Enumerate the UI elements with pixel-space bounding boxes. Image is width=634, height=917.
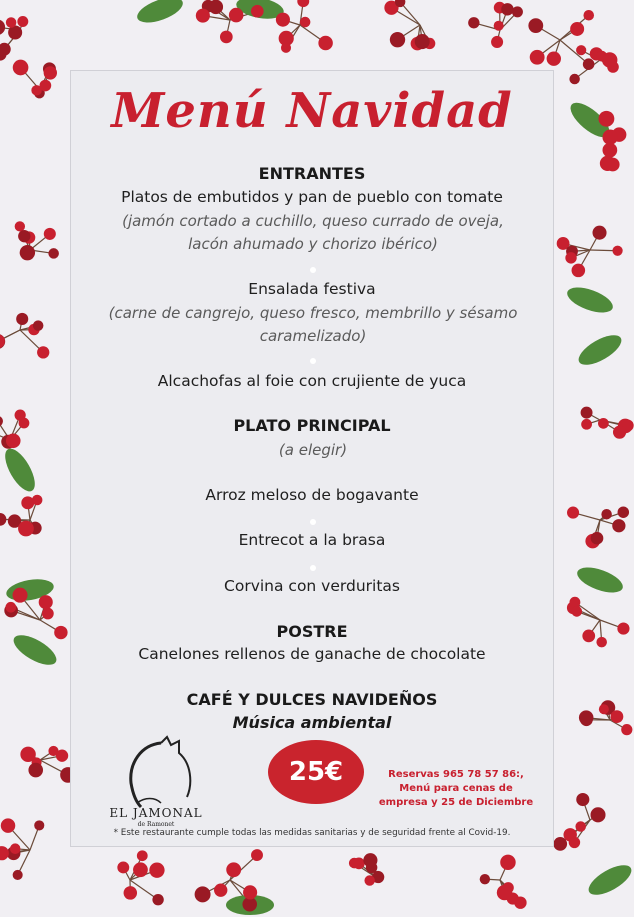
reservation-phone: Reservas 965 78 57 86:, (388, 769, 524, 780)
dish-ensalada: Ensalada festiva (248, 280, 376, 298)
berry (363, 853, 377, 867)
section-heading-postre: POSTRE (276, 622, 348, 641)
berry (251, 849, 263, 861)
section-heading-entrantes: ENTRANTES (258, 164, 366, 183)
berry (591, 532, 604, 545)
menu-title: Menú Navidad (111, 83, 513, 139)
berry (300, 17, 311, 28)
berry (0, 416, 3, 427)
berry (569, 74, 579, 84)
berry (468, 17, 479, 28)
berry (0, 19, 5, 35)
berry (599, 704, 609, 714)
berry (575, 821, 586, 832)
berry (32, 495, 43, 506)
dish-arroz: Arroz meloso de bogavante (205, 486, 419, 504)
separator-dot (310, 358, 316, 364)
berry (583, 10, 594, 21)
berry (152, 894, 163, 905)
berry (15, 221, 25, 231)
berry (10, 843, 21, 854)
berry (195, 886, 211, 902)
berry (28, 763, 43, 778)
berry (390, 32, 405, 47)
leaf (574, 329, 626, 370)
berry (0, 513, 6, 526)
berry (209, 0, 223, 14)
berry (20, 245, 35, 260)
berry (553, 837, 567, 851)
separator-dot (310, 519, 316, 525)
berry (276, 13, 290, 27)
dish-embutidos-desc-1: (jamón cortado a cuchillo, queso currado de oveja, (122, 212, 504, 230)
dish-ensalada-desc-2: caramelizado) (259, 327, 367, 345)
berry (530, 50, 545, 65)
dish-embutidos: Platos de embutidos y pan de pueblo con tomate (121, 188, 503, 206)
berry (17, 16, 28, 27)
berry (226, 862, 241, 877)
berry (281, 43, 291, 53)
berry (569, 837, 580, 848)
reservation-line-3: empresa y 25 de Diciembre (378, 797, 534, 808)
berry (590, 807, 605, 822)
price-badge: 25€ (268, 740, 364, 804)
berry (297, 0, 309, 7)
berry (0, 43, 11, 56)
berry (48, 248, 59, 259)
section-heading-cafe: CAFÉ Y DULCES NAVIDEÑOS (186, 690, 438, 709)
berry (15, 410, 26, 421)
berry (37, 346, 49, 358)
berry (565, 252, 576, 263)
berry (570, 22, 584, 36)
separator-dot (310, 267, 316, 273)
berry (602, 143, 617, 158)
berry (581, 419, 592, 430)
berry (13, 60, 29, 76)
berry (583, 58, 595, 70)
berry (621, 724, 632, 735)
berry (593, 226, 607, 240)
berry (415, 34, 430, 49)
berry (1, 818, 15, 832)
berry (18, 230, 30, 242)
berry (56, 750, 68, 762)
dish-ensalada-desc-1: (carne de cangrejo, queso fresco, membrillo y sésamo (108, 304, 518, 322)
berry (149, 863, 164, 878)
berry (598, 111, 614, 127)
berry (0, 846, 9, 860)
berry (500, 855, 515, 870)
berry (569, 597, 580, 608)
music-note: Música ambiental (232, 713, 392, 732)
berry (547, 52, 561, 66)
berry (229, 8, 244, 23)
berry (497, 885, 512, 900)
section-heading-principal: PLATO PRINCIPAL (233, 416, 391, 435)
berry (124, 886, 137, 899)
berry (54, 626, 67, 639)
berry (196, 9, 210, 23)
berry (491, 36, 503, 48)
berry (33, 320, 44, 331)
berry (576, 793, 589, 806)
berry (318, 36, 332, 50)
berry (18, 521, 34, 537)
logo-subtitle: de Ramonet (137, 821, 175, 828)
berry (243, 885, 257, 899)
berry (20, 747, 35, 762)
berry (16, 313, 28, 325)
reservation-info (376, 768, 536, 810)
berry (44, 66, 57, 79)
berry (13, 588, 28, 603)
berry (44, 228, 56, 240)
berry (576, 45, 586, 55)
berry (0, 334, 5, 348)
separator-dot (310, 565, 316, 571)
berry (480, 874, 490, 884)
leaf (584, 859, 634, 900)
berry (606, 158, 620, 172)
logo-name: EL JAMONAL (109, 806, 203, 820)
berry (364, 875, 374, 885)
berry (5, 602, 16, 613)
berry (137, 850, 148, 861)
berry (612, 519, 625, 532)
berry (220, 31, 233, 44)
berry (512, 6, 523, 17)
berry (528, 18, 543, 33)
berry (42, 608, 54, 620)
berry (40, 80, 52, 92)
dish-embutidos-desc-2: lacón ahumado y chorizo ibérico) (188, 235, 438, 253)
berry (596, 637, 607, 648)
berry (6, 433, 21, 448)
dish-canelones: Canelones rellenos de ganache de chocolate (138, 645, 486, 663)
leaf (134, 0, 186, 28)
berry (349, 858, 360, 869)
berry (618, 506, 629, 517)
berry (581, 407, 593, 419)
berry (567, 507, 579, 519)
berry (601, 509, 612, 520)
berry (39, 595, 53, 609)
dish-corvina: Corvina con verduritas (224, 577, 400, 595)
dish-alcachofas: Alcachofas al foie con crujiente de yuca (157, 372, 467, 390)
berry (582, 629, 595, 642)
berry (579, 710, 594, 725)
reservation-line-2: Menú para cenas de (399, 783, 513, 794)
berry (602, 52, 617, 67)
berry (13, 870, 23, 880)
berry (6, 17, 16, 27)
leaf (564, 282, 616, 317)
berry (251, 5, 264, 18)
berry (617, 623, 629, 635)
berry (611, 710, 624, 723)
principal-note: (a elegir) (278, 441, 348, 459)
dish-entrecot: Entrecot a la brasa (238, 531, 386, 549)
menu-card (70, 70, 554, 847)
leaf (9, 629, 61, 670)
berry (501, 3, 513, 15)
leaf (574, 562, 626, 597)
berry (602, 130, 617, 145)
berry (598, 418, 609, 429)
berry (494, 21, 504, 31)
berry (117, 862, 129, 874)
covid-footnote: * Este restaurante cumple todas las medidas sanitarias y de seguridad frente al Covid-19. (113, 828, 511, 838)
berry (572, 264, 586, 278)
leaf (0, 444, 41, 496)
berry (571, 606, 582, 617)
berry (613, 426, 626, 439)
berry (612, 246, 622, 256)
berry (133, 862, 148, 877)
berry (214, 884, 227, 897)
berry (34, 820, 44, 830)
